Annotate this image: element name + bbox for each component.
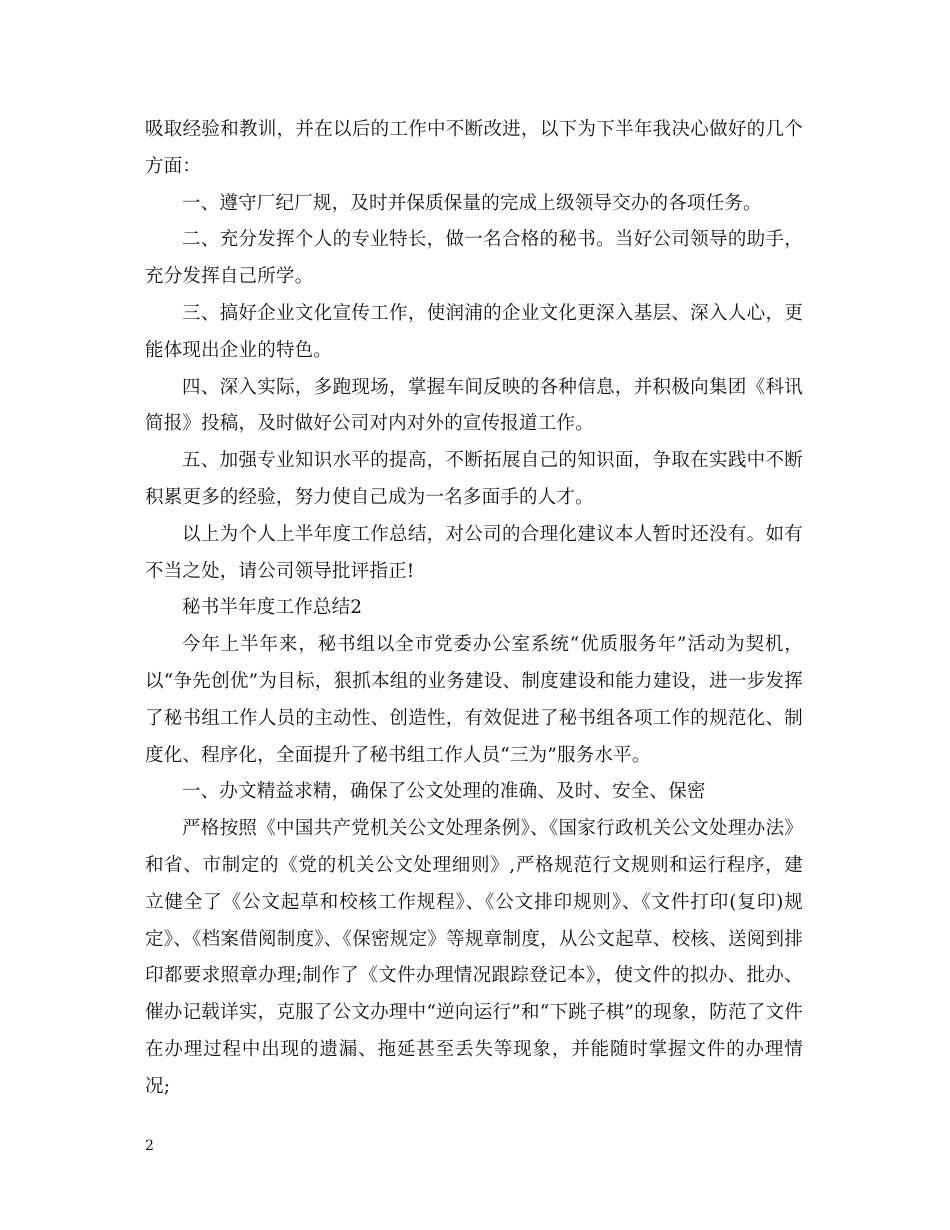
paragraph-item-1: 一、遵守厂纪厂规，及时并保质保量的完成上级领导交办的各项任务。 <box>182 192 762 214</box>
paragraph-intro: 今年上半年来，秘书组以全市党委办公室系统“优质服务年”活动为契机，以“争先创优”为目标，狠抓本组的业务建设、制度建设和能力建设，进一步发挥了秘书组工作人员的主动性、创造性，有效促进了秘书组各项工作的规范化、制度化、程序化，全面提升了秘书组工作人员“三为”服务水平。 <box>145 634 803 766</box>
section-title: 秘书半年度工作总结2 <box>182 597 363 619</box>
subsection-heading: 一、办文精益求精，确保了公文处理的准确、及时、安全、保密 <box>182 781 706 803</box>
paragraph-detail: 严格按照《中国共产党机关公文处理条例》、《国家行政机关公文处理办法》和省、市制定的《党的机关公文处理细则》,严格规范行文规则和运行程序，建立健全了《公文起草和校核工作规程》、《公文排印规则》、《文件打印(复印)规定》、《档案借阅制度》、《保密规定》等规章制度，从公文起草、校核、送阅到排印都要求照章办理;制作了《文件办理情况跟踪登记本》，使文件的拟办、批办、催办记载详实，克服了公文办理中“逆向运行”和“下跳子棋”的现象，防范了文件在办理过程中出现的遗漏、拖延甚至丢失等现象，并能随时掌握文件的办理情况; <box>145 818 803 1097</box>
page-number: 2 <box>145 1138 154 1154</box>
paragraph-item-5: 五、加强专业知识水平的提高，不断拓展自己的知识面，争取在实践中不断积累更多的经验，努力使自己成为一名多面手的人才。 <box>145 450 803 508</box>
paragraph-item-2: 二、充分发挥个人的专业特长，做一名合格的秘书。当好公司领导的助手，充分发挥自己所学。 <box>145 229 803 288</box>
paragraph-item-4: 四、深入实际，多跑现场，掌握车间反映的各种信息，并积极向集团《科讯简报》投稿，及时做好公司对内对外的宣传报道工作。 <box>145 376 803 435</box>
paragraph-continuation: 吸取经验和教训，并在以后的工作中不断改进，以下为下半年我决心做好的几个方面： <box>145 119 803 177</box>
paragraph-item-3: 三、搞好企业文化宣传工作，使润浦的企业文化更深入基层、深入人心，更能体现出企业的特色。 <box>145 302 803 361</box>
paragraph-closing: 以上为个人上半年度工作总结，对公司的合理化建议本人暂时还没有。如有不当之处，请公司领导批评指正! <box>145 523 803 582</box>
document-body <box>145 112 803 1106</box>
